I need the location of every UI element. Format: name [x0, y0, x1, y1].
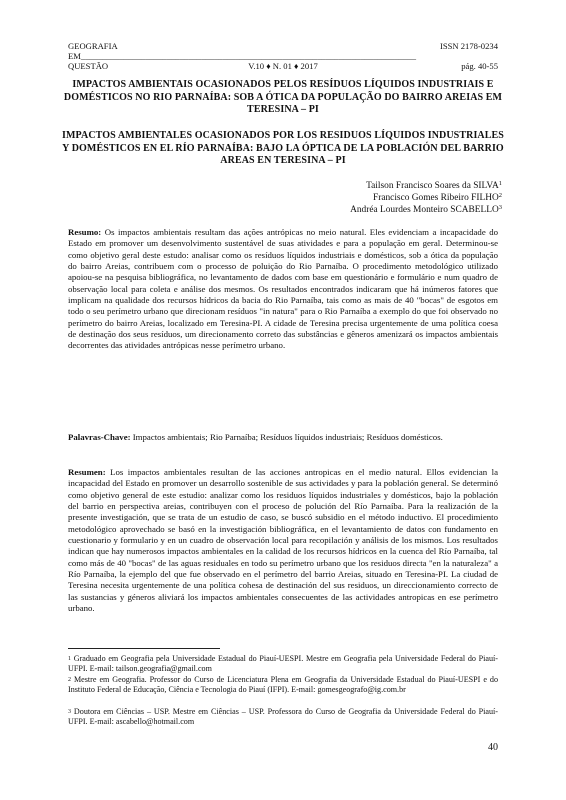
page-number: 40 [488, 742, 498, 753]
journal-name-line1: GEOGRAFIA [68, 41, 118, 51]
author-list [350, 180, 502, 216]
page-range: pág. 40-55 [461, 61, 498, 71]
author-2: Francisco Gomes Ribeiro FILHO$^2$ [372, 192, 502, 203]
journal-name-line3: QUESTÃO [68, 61, 109, 71]
keywords-label: Palavras-Chave: [68, 432, 131, 442]
resumen-text: Los impactos ambientales resultan de las acciones antropicas en el medio natural. Ellos evidencian la incapacidad del Estado en promover un desarrollo sostenible de sus actividades y para la población general. Se determinó como objetivo general de este estudio: analizar como los residuos líquidos industriales y domésticos, bajo la población del barrio en perspectiva areias, contribuyen con el proceso de polución del Río Parnaíba. Para la realización de la presente investigación, que se trata de un estudio de caso, se buscó subsidio en el método inductivo. El procedimiento metodológico aprovechado se basó en la investigación bibliográfica, en el levantamiento de datos con fundamento en cuestionario y formulario y en un cuadro de observación local para recopilación y análisis de los mismos. Los resultados indican que hay numerosos impactos ambientales en la calidad de los recursos hídricos en la cuenca del Río Parnaíba, tal como más de 40 "bocas" de las aguas residuales en todo su perímetro urbano que los residuos directa "en la naturaleza" a Río Parnaíba, la ejemplo del que fue observado en el perímetro del barrio Areias, situado en Teresina-PI. La ciudad de Teresina necesita urgentemente de una política cohesa de destinación del sus residuos, un direccionamiento correcto de las sustancias y géneros aliviará los impactos ambientales consecuentes de las actividades antropicas en ese perímetro urbano. [68, 467, 498, 614]
journal-header [68, 41, 498, 51]
journal-name-line2: EM______________________________________________________________________________ [68, 51, 417, 61]
resumen-label: Resumen: [68, 467, 106, 477]
title-spanish: IMPACTOS AMBIENTALES OCASIONADOS POR LOS RESIDUOS LÍQUIDOS INDUSTRIALES Y DOMÉSTICOS EN EL RÍO PARNAÍBA: BAJO LA ÓPTICA DE LA POBLACIÓN DEL BARRIO AREAS EN TERESINA – PI [62, 130, 504, 167]
author-3: Andréa Lourdes Monteiro SCABELLO$^3$ [350, 204, 502, 215]
abstract-portuguese [68, 227, 498, 352]
abstract-label: Resumo: [68, 227, 102, 237]
footnote-3: $^3$ Doutora em Ciências – USP. Mestre em Ciências – USP. Professora do Curso de Geografia da Universidade Federal do Piauí-UFPI. E-mail: ascabello@hotmail.com [68, 707, 498, 727]
footnote-2: $^2$ Mestre em Geografia. Professor do Curso de Licenciatura Plena em Geografia da Universidade Estadual do Piauí-UESPI e do Instituto Federal de Educação, Ciência e Tecnologia do Piauí (IFPI). E-mail: gomesgeografo@ig.com.br [68, 675, 498, 695]
keywords-text: Impactos ambientais; Rio Parnaíba; Resíduos líquidos industriais; Resíduos domésticos. [132, 432, 443, 442]
abstract-text: Os impactos ambientais resultam das ações antrópicas no meio natural. Eles evidenciam a incapacidade do Estado em promover um desenvolvimento sustentável de suas atividades e para a população em geral. Determinou-se como objetivo geral deste estudo: analisar como os resíduos líquidos industriais e domésticos, sob a ótica da população do bairro Areias, contribuem com o processo de poluição do Rio Parnaíba. O procedimento metodológico utilizado apoiou-se na pesquisa bibliográfica, no levantamento de dados com base em questionário e formulário e num quadro de observação local para coleta e análise dos mesmos. Os resultados encontrados indicaram que há inúmeros fatores que implicam na qualidade dos recursos hídricos da bacia do Rio Parnaíba, tais como as mais de 40 "bocas" de esgotos em todo o seu perímetro urbano que direcionam resíduos "in natura" para o Rio Parnaíba a exemplo do que foi observado no perímetro do bairro Areias, localizado em Teresina-PI. A cidade de Teresina precisa urgentemente de uma política coesa de destinação dos seus resíduos, um direcionamento correto das substâncias e gêneros amenizará os impactos ambientais decorrentes das atividades antrópicas nesse perímetro urbano. [68, 227, 498, 351]
footnote-1: $^1$ Graduado em Geografia pela Universidade Estadual do Piauí-UESPI. Mestre em Geografia pela Universidade Federal do Piauí- UFPI. E-mail: tailson.geografia@gmail.com [68, 654, 498, 674]
title-portuguese: IMPACTOS AMBIENTAIS OCASIONADOS PELOS RESÍDUOS LÍQUIDOS INDUSTRIAIS E DOMÉSTICOS NO RIO PARNAÍBA: SOB A ÓTICA DA POPULAÇÃO DO BAIRRO AREIAS EM TERESINA – PI [63, 79, 503, 116]
keywords [68, 432, 498, 443]
issn: ISSN 2178-0234 [439, 41, 498, 51]
volume-number: V.10 ♦ N. 01 ♦ 2017 [248, 61, 318, 71]
footnote-divider [68, 648, 220, 649]
author-1: Tailson Francisco Soares da SILVA$^1$ [366, 180, 502, 191]
journal-issue-line [68, 61, 498, 71]
abstract-spanish [68, 467, 498, 614]
